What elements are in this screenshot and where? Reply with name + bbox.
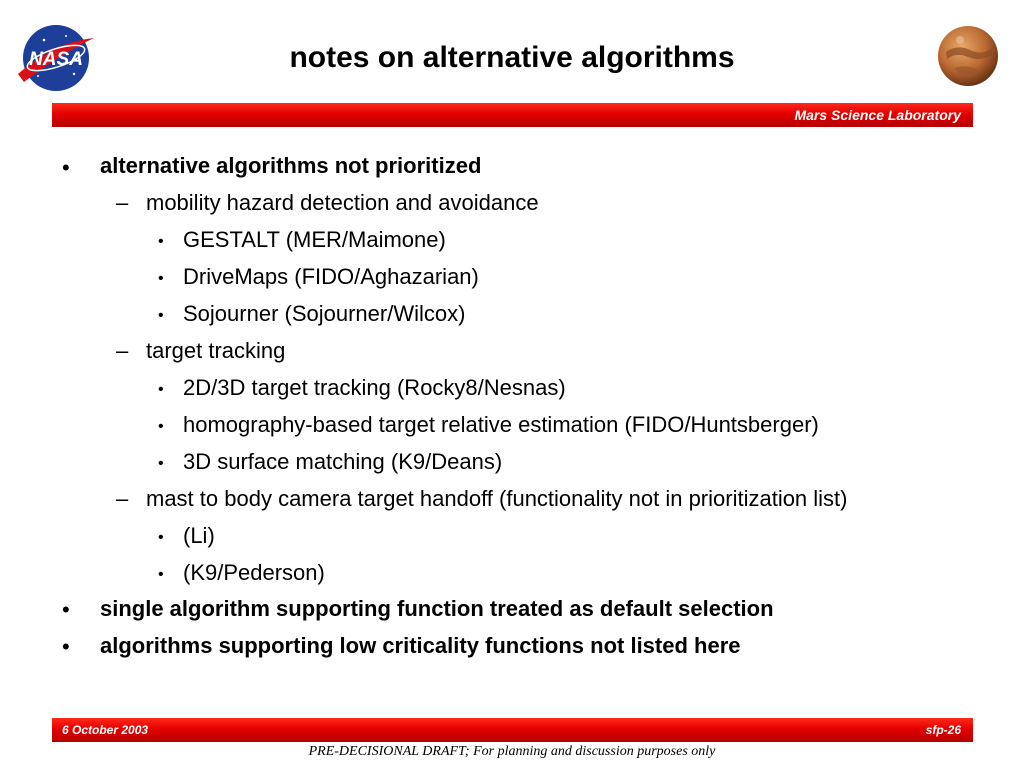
bullet-marker: • xyxy=(62,597,70,622)
slide-title: notes on alternative algorithms xyxy=(289,41,735,74)
footer-date: 6 October 2003 xyxy=(62,723,149,737)
bullet-marker: • xyxy=(158,381,164,398)
list-item: 2D/3D target tracking (Rocky8/Nesnas) xyxy=(183,375,566,400)
dash-marker: – xyxy=(116,486,129,511)
list-item: GESTALT (MER/Maimone) xyxy=(183,227,446,252)
bullet-marker: • xyxy=(62,155,70,180)
list-item: alternative algorithms not prioritized xyxy=(100,153,482,178)
bullet-marker: • xyxy=(158,529,164,546)
bullet-marker: • xyxy=(158,307,164,324)
list-item: (K9/Pederson) xyxy=(183,560,325,585)
bullet-marker: • xyxy=(158,233,164,250)
banner-label: Mars Science Laboratory xyxy=(794,107,961,123)
list-item: DriveMaps (FIDO/Aghazarian) xyxy=(183,264,479,289)
list-item: target tracking xyxy=(146,338,286,363)
dash-marker: – xyxy=(116,190,129,215)
list-item: single algorithm supporting function treated as default selection xyxy=(100,596,774,621)
bullet-marker: • xyxy=(158,566,164,583)
list-item: (Li) xyxy=(183,523,215,548)
list-item: mast to body camera target handoff (functionality not in prioritization list) xyxy=(146,486,848,511)
list-item: 3D surface matching (K9/Deans) xyxy=(183,449,503,474)
list-item: algorithms supporting low criticality functions not listed here xyxy=(100,633,741,658)
bullet-marker: • xyxy=(158,455,164,472)
bullet-marker: • xyxy=(158,418,164,435)
page-number: sfp-26 xyxy=(925,723,961,737)
bullet-marker: • xyxy=(62,634,70,659)
list-item: homography-based target relative estimation (FIDO/Huntsberger) xyxy=(183,412,819,437)
footer-banner xyxy=(52,718,973,742)
bullet-marker: • xyxy=(158,270,164,287)
footer-note: PRE-DECISIONAL DRAFT; For planning and discussion purposes only xyxy=(308,744,716,759)
list-item: mobility hazard detection and avoidance xyxy=(146,190,539,215)
nasa-logo-text: NASA xyxy=(29,49,83,70)
dash-marker: – xyxy=(116,338,129,363)
list-item: Sojourner (Sojourner/Wilcox) xyxy=(183,301,466,326)
header-banner xyxy=(52,103,973,127)
